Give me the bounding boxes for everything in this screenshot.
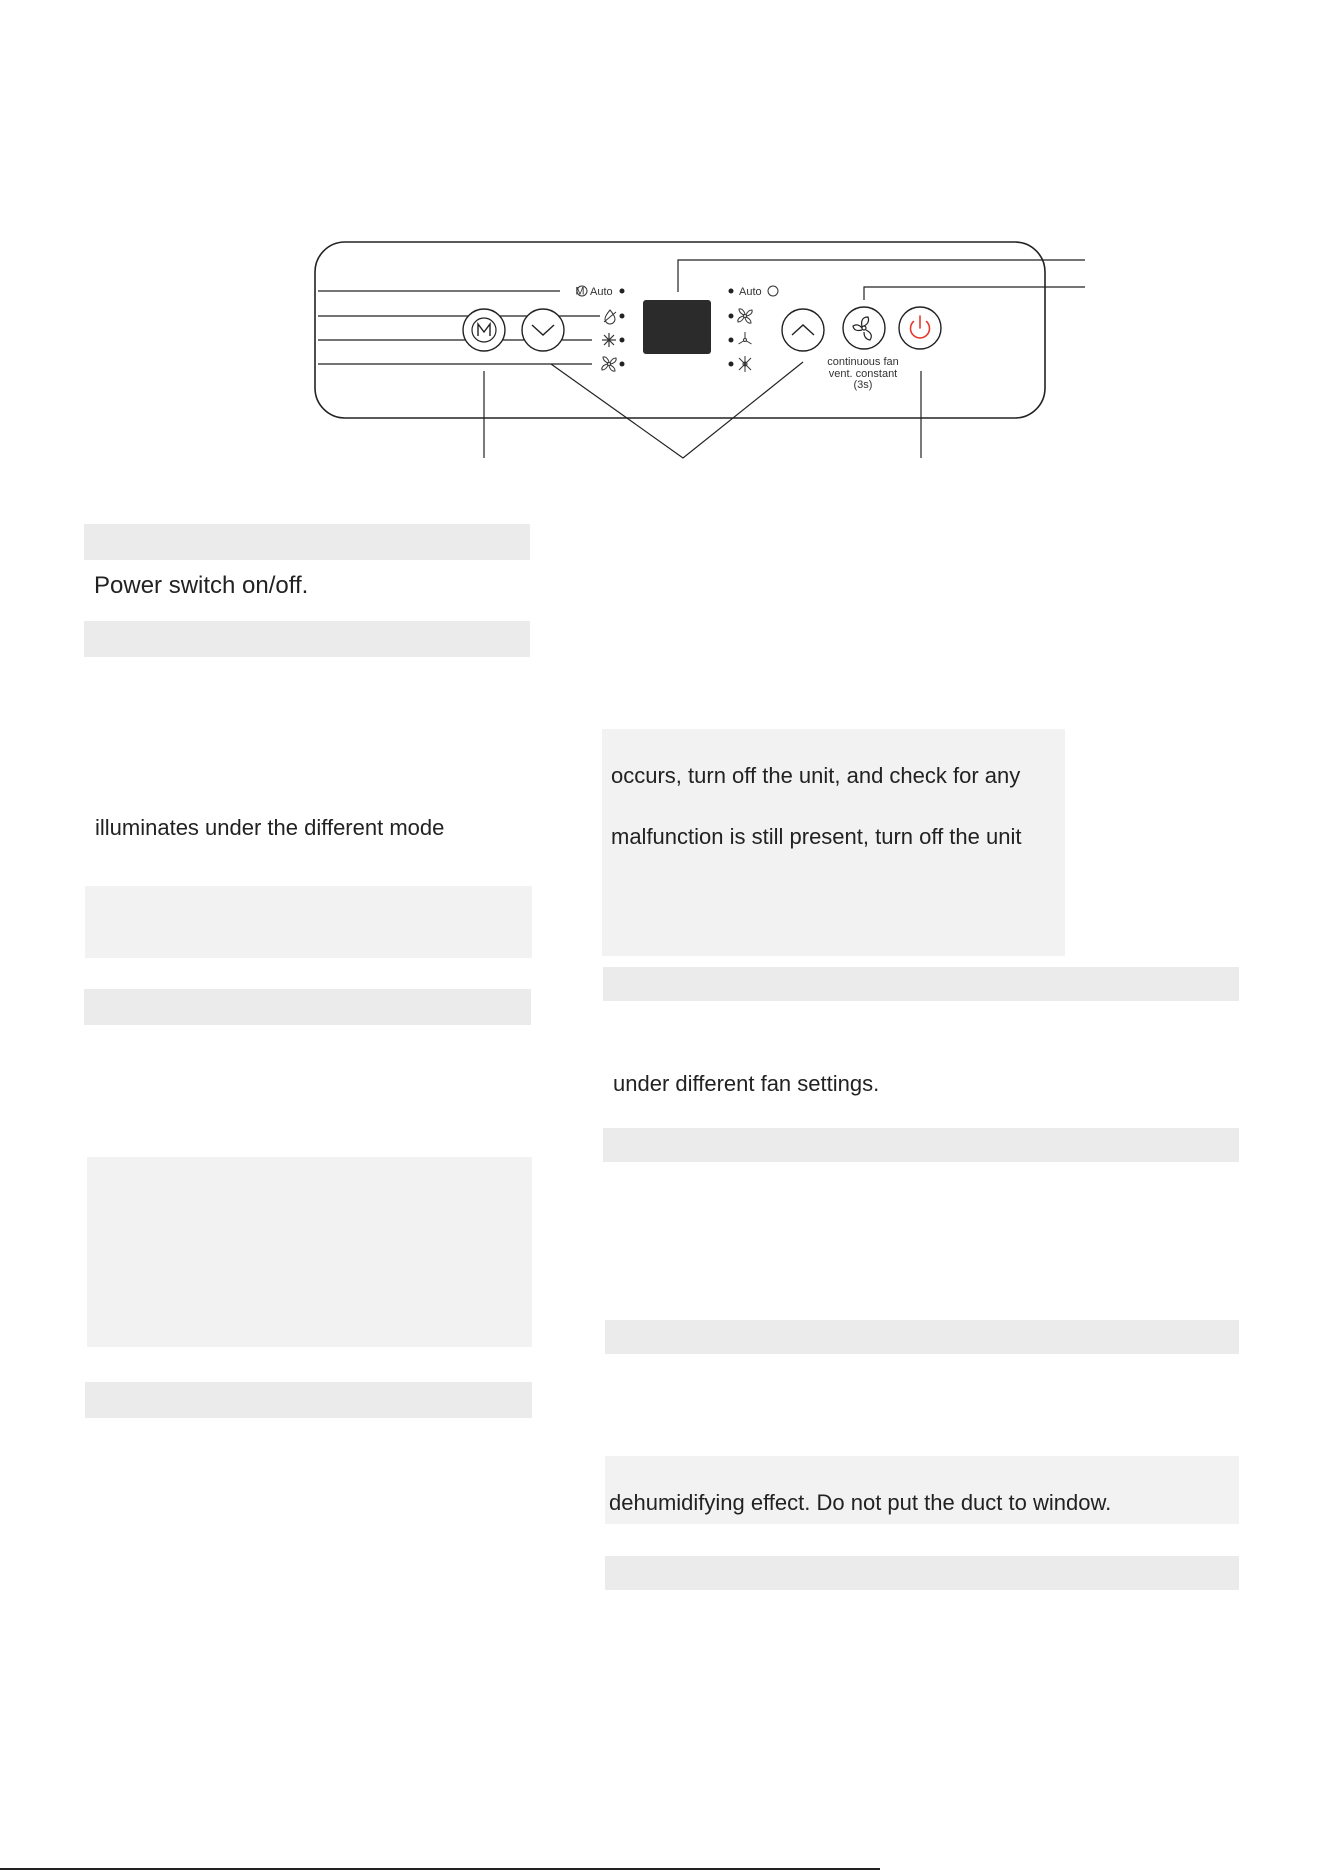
leader-line-fan-button [864,287,1085,300]
mode-indicator-dry [604,310,625,324]
down-button[interactable] [522,309,564,351]
fan-medium-led [729,338,734,343]
fan-mode-icon [602,357,616,371]
mode-indicator-cool [602,333,625,347]
svg-text:M: M [575,285,585,298]
fan-auto-label: Auto [739,286,762,298]
section-bar-right-bottom [605,1556,1239,1590]
control-panel-diagram [0,0,1324,470]
fan-indicator-medium [729,332,752,344]
fan-indicator-high [729,309,753,323]
section-bar-power [84,524,530,560]
mode-dry-led [620,314,625,319]
mode-indicator-fan [602,357,625,371]
fan-low-icon [739,356,751,372]
note-box-down [87,1157,532,1347]
duct-note-line: dehumidifying effect. Do not put the duct to window. [609,1490,1112,1515]
power-description: Power switch on/off. [94,572,309,599]
error-note-line2: malfunction is still present, turn off the unit [611,824,1022,849]
leader-line-arrow-buttons [551,362,803,458]
fan-indicator-low [729,356,752,372]
fan-button-caption-line1: continuous fan [827,356,899,368]
section-bar-mode [84,621,530,657]
snowflake-icon [602,333,616,347]
fan-button-caption-line3: (3s) [853,379,873,391]
digital-display [643,300,711,354]
mode-cool-led [620,338,625,343]
fan-description-line: under different fan settings. [613,1071,880,1096]
error-note-line1: occurs, turn off the unit, and check for any [611,763,1021,788]
fan-auto-icon [768,286,778,296]
fan-button-caption-line2: vent. constant [828,368,898,380]
fan-indicator-auto [729,286,779,298]
mode-button[interactable] [463,309,505,351]
note-box-mode [85,886,532,958]
mode-auto-led [620,289,625,294]
section-bar-down [84,989,531,1025]
footer-rule [0,1868,880,1870]
mode-auto-label: Auto [590,286,613,298]
fan-low-led [729,362,734,367]
dry-mode-icon [604,310,616,324]
fan-auto-led [729,289,734,294]
power-button[interactable] [899,307,941,349]
section-bar-fan [603,967,1239,1001]
mode-description-line: illuminates under the different mode [95,815,445,840]
fan-medium-icon [739,332,752,344]
section-bar-right-3 [605,1320,1239,1354]
up-button[interactable] [782,309,824,351]
fan-high-led [729,314,734,319]
fan-high-icon [738,309,752,323]
mode-fan-led [620,362,625,367]
section-bar-up [603,1128,1239,1162]
section-bar-left-bottom [85,1382,532,1418]
fan-button[interactable] [843,307,885,349]
mode-indicator-auto [575,286,624,299]
